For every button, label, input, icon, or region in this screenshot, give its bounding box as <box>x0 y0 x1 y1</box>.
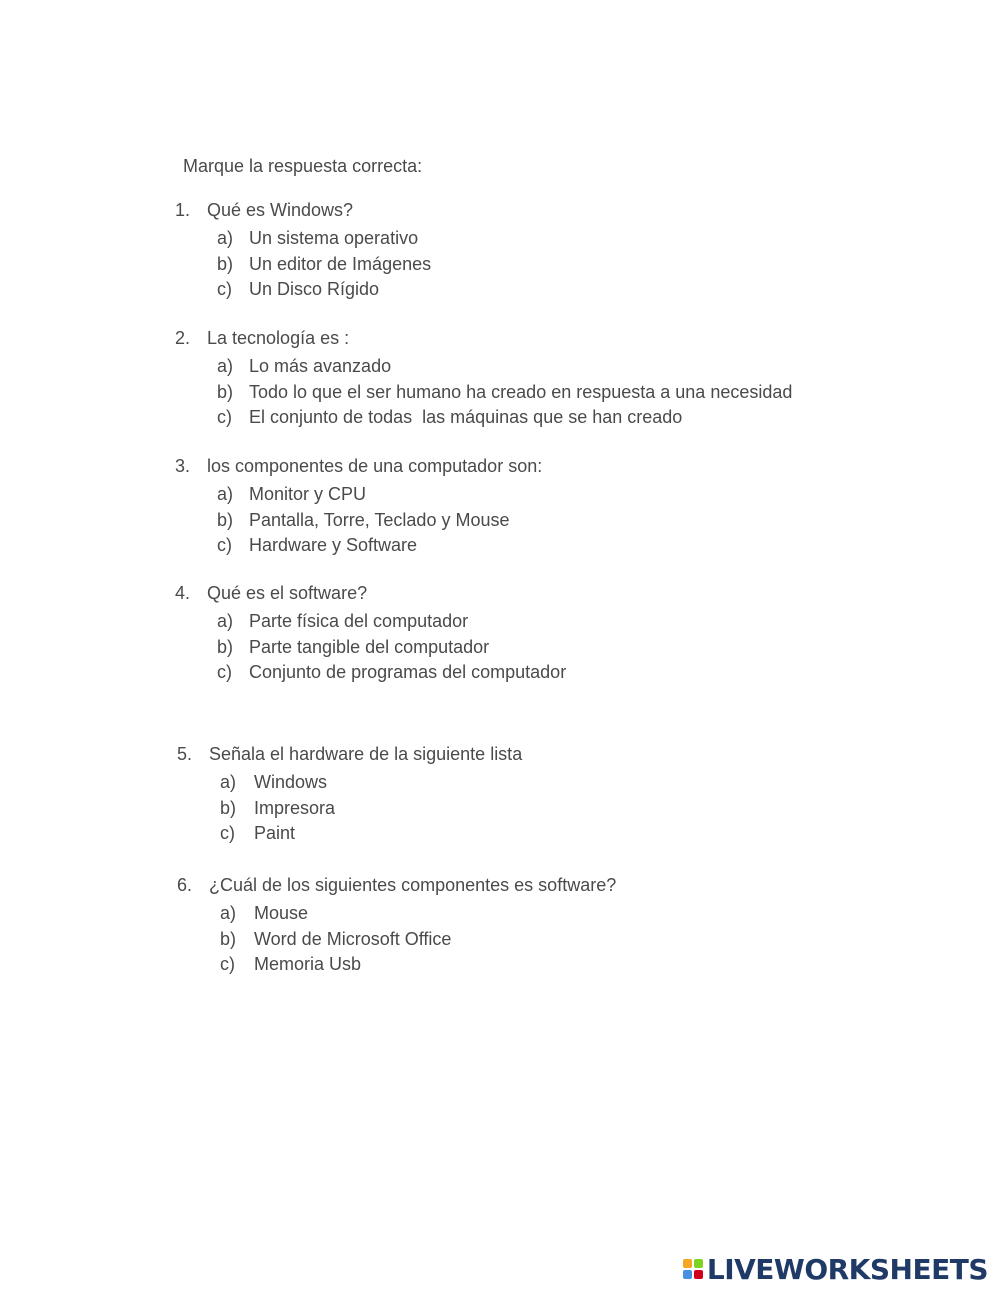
option-letter: c) <box>217 407 232 428</box>
question-number: 2. <box>175 328 191 348</box>
instruction-text: Marque la respuesta correcta: <box>183 156 423 176</box>
option-text: Pantalla, Torre, Teclado y Mouse <box>249 509 510 530</box>
option-text: Todo lo que el ser humano ha creado en respuesta a una necesidad <box>249 381 793 402</box>
option-letter: b) <box>217 253 234 274</box>
answer-option[interactable] <box>217 659 566 685</box>
option-letter: c) <box>220 954 235 975</box>
answer-option[interactable] <box>220 795 522 821</box>
question-number: 6. <box>177 875 193 895</box>
logo-badge-square <box>694 1259 703 1268</box>
option-letter: c) <box>217 535 232 556</box>
question-text: La tecnología es : <box>207 328 350 348</box>
question-5 <box>177 743 522 846</box>
answer-option[interactable] <box>217 251 431 277</box>
option-text: Hardware y Software <box>249 535 418 556</box>
option-letter: b) <box>217 381 234 402</box>
question-number: 4. <box>175 583 191 603</box>
question-number: 3. <box>175 456 191 476</box>
option-text: Mouse <box>254 902 309 923</box>
answer-option[interactable] <box>217 634 566 660</box>
question-text: los componentes de una computador son: <box>207 456 543 476</box>
logo-badge-square <box>683 1270 692 1279</box>
option-text: Un sistema operativo <box>249 227 419 248</box>
option-text: Monitor y CPU <box>249 483 367 504</box>
question-number: 5. <box>177 744 193 764</box>
option-letter: b) <box>220 797 237 818</box>
option-text: Windows <box>254 771 328 792</box>
logo-badge-square <box>683 1259 692 1268</box>
answer-option[interactable] <box>217 481 542 507</box>
question-text: Qué es Windows? <box>207 200 354 220</box>
answer-option[interactable] <box>217 379 792 405</box>
answer-option[interactable] <box>220 926 616 952</box>
option-text: Un editor de Imágenes <box>249 253 432 274</box>
question-4 <box>175 582 566 685</box>
option-text: Conjunto de programas del computador <box>249 662 567 683</box>
question-text: Qué es el software? <box>207 583 368 603</box>
option-text: Paint <box>254 823 296 844</box>
option-letter: c) <box>217 279 232 300</box>
answer-option[interactable] <box>217 532 542 558</box>
option-letter: a) <box>217 227 234 248</box>
option-letter: b) <box>217 636 234 657</box>
option-text: Parte tangible del computador <box>249 636 490 657</box>
question-2 <box>175 327 792 430</box>
option-letter: a) <box>217 610 234 631</box>
option-letter: a) <box>220 902 237 923</box>
option-letter: a) <box>217 355 234 376</box>
answer-option[interactable] <box>220 769 522 795</box>
logo-badge-square <box>694 1270 703 1279</box>
liveworksheets-logo[interactable] <box>683 1254 988 1284</box>
option-letter: c) <box>220 823 235 844</box>
question-text: Señala el hardware de la siguiente lista <box>209 744 523 764</box>
option-letter: a) <box>220 771 237 792</box>
logo-text: LIVEWORKSHEETS <box>706 1252 988 1286</box>
answer-option[interactable] <box>217 276 431 302</box>
option-text: Parte física del computador <box>249 610 469 631</box>
answer-option[interactable] <box>217 608 566 634</box>
option-text: Un Disco Rígido <box>249 279 380 300</box>
answer-option[interactable] <box>220 951 616 977</box>
question-1 <box>175 199 431 302</box>
option-letter: b) <box>220 928 237 949</box>
option-text: Memoria Usb <box>254 954 362 975</box>
option-text: Word de Microsoft Office <box>254 928 452 949</box>
question-text: ¿Cuál de los siguientes componentes es software? <box>209 875 617 895</box>
question-number: 1. <box>175 200 191 220</box>
answer-option[interactable] <box>217 404 792 430</box>
option-text: El conjunto de todas las máquinas que se han creado <box>249 407 683 428</box>
option-text: Impresora <box>254 797 336 818</box>
option-letter: c) <box>217 662 232 683</box>
answer-option[interactable] <box>217 353 792 379</box>
answer-option[interactable] <box>220 820 522 846</box>
answer-option[interactable] <box>217 225 431 251</box>
question-3 <box>175 455 542 558</box>
option-text: Lo más avanzado <box>249 355 392 376</box>
question-6 <box>177 874 616 977</box>
option-letter: b) <box>217 509 234 530</box>
option-letter: a) <box>217 483 234 504</box>
liveworksheets-logo-icon <box>683 1259 703 1279</box>
answer-option[interactable] <box>217 507 542 533</box>
answer-option[interactable] <box>220 900 616 926</box>
